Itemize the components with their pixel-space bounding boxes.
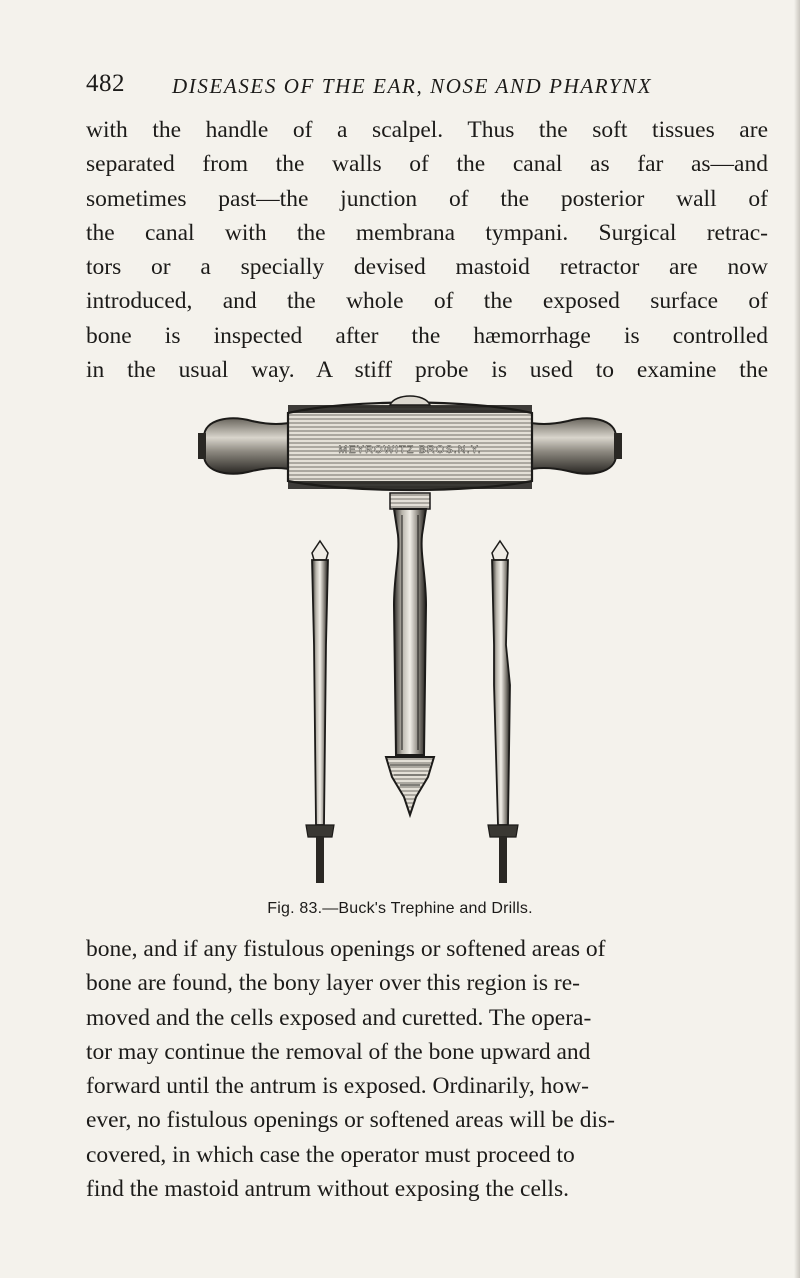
trephine-handle (198, 396, 622, 509)
text-line: in the usual way. A stiff probe is used to examine the (86, 357, 768, 384)
trephine-figure (190, 385, 630, 895)
text-line: moved and the cells exposed and curetted. The opera- (86, 1004, 592, 1031)
text-line: tors or a specially devised mastoid retractor are now (86, 254, 768, 281)
text-line: find the mastoid antrum without exposing the cells. (86, 1176, 569, 1203)
paragraph-bottom (86, 932, 768, 1206)
text-line: the canal with the membrana tympani. Surgical retrac- (86, 219, 768, 246)
page-header (86, 70, 726, 110)
figure-caption: Fig. 83.—Buck's Trephine and Drills. (267, 900, 533, 917)
page-edge (794, 0, 800, 1278)
text-line: ever, no fistulous openings or softened areas will be dis- (86, 1107, 615, 1134)
text-line: bone, and if any fistulous openings or softened areas of (86, 936, 606, 962)
text-line: bone is inspected after the hæmorrhage is controlled (86, 322, 768, 349)
text-line: sometimes past—the junction of the posterior wall of (86, 185, 768, 212)
trephine-shaft (386, 509, 434, 815)
text-line: tor may continue the removal of the bone upward and (86, 1038, 591, 1065)
text-line: forward until the antrum is exposed. Ordinarily, how- (86, 1073, 589, 1100)
text-line: bone are found, the bony layer over this region is re- (86, 970, 580, 997)
text-line: with the handle of a scalpel. Thus the soft tissues are (86, 117, 768, 143)
left-drill (306, 541, 334, 883)
paragraph-top (86, 113, 768, 387)
maker-mark: MEYROWITZ BROS.N.Y. (338, 444, 482, 456)
page-number: 482 (86, 70, 125, 97)
text-line: introduced, and the whole of the exposed surface of (86, 288, 768, 315)
text-line: covered, in which case the operator must proceed to (86, 1141, 575, 1168)
running-title: DISEASES OF THE EAR, NOSE AND PHARYNX (172, 74, 653, 98)
text-line: separated from the walls of the canal as far as—and (86, 151, 768, 178)
right-drill (488, 541, 518, 883)
